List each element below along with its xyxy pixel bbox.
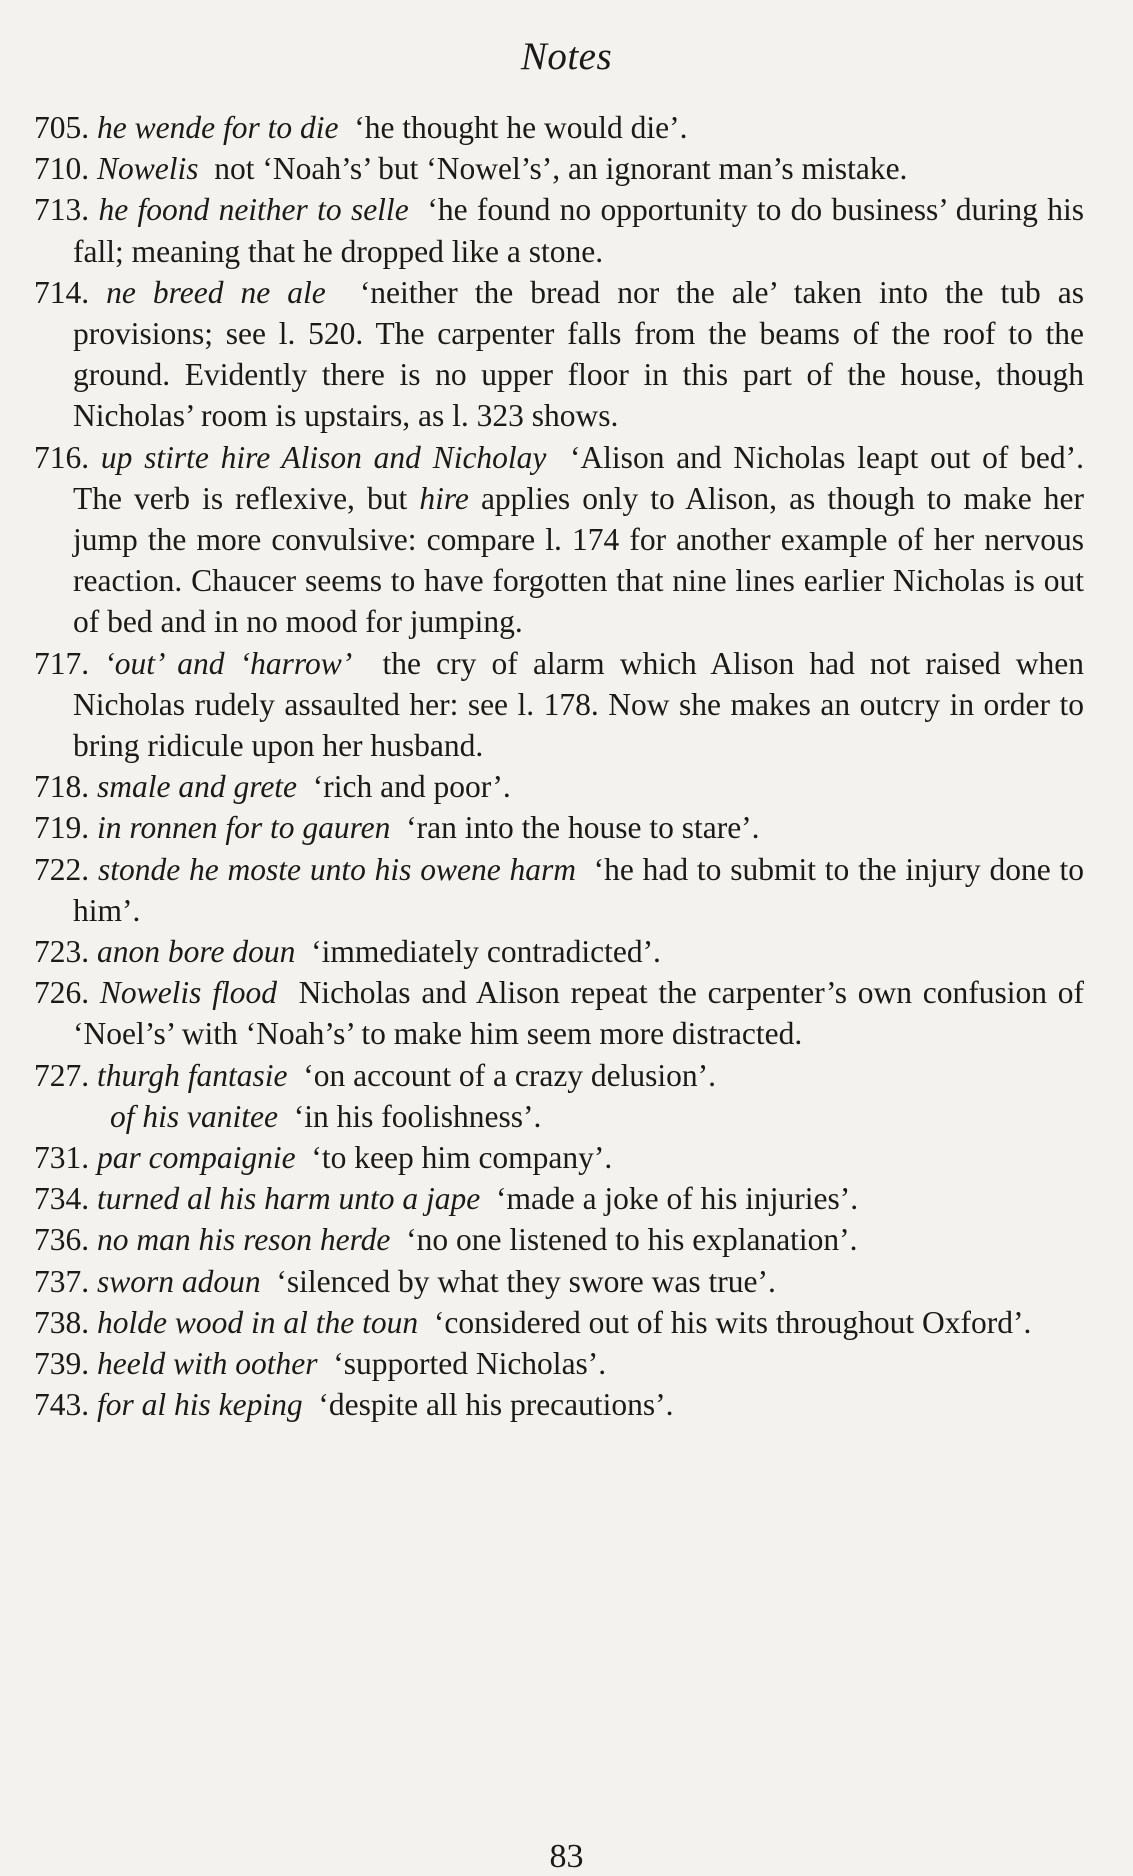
line-number: 713. [34, 192, 90, 228]
note-entry [34, 1137, 1084, 1178]
note-entry [34, 437, 1084, 643]
gloss: ‘he thought he would die’. [354, 110, 688, 145]
note-entry [34, 849, 1084, 931]
lemma: heeld with oother [97, 1346, 318, 1382]
lemma: sworn adoun [97, 1263, 261, 1299]
gloss-italic-word: hire [419, 480, 469, 516]
lemma: par compaignie [97, 1140, 296, 1176]
gloss: applies only to Alison, as though to make her jump the more convulsive: compare l. 174 for another example of her nervous reaction. Chaucer seems to have forgotten that nine lines earlier Nicholas is out of bed and in no mood for jumping. [73, 480, 1084, 640]
gloss: not ‘Noah’s’ but ‘Nowel’s’, an ignorant man’s mistake. [214, 151, 908, 187]
page-number: 83 [549, 1838, 584, 1875]
gloss: ‘in his foolishness’. [293, 1098, 542, 1134]
note-entry [34, 148, 1084, 189]
gloss: ‘rich and poor’. [312, 769, 511, 805]
line-number: 743. [34, 1387, 90, 1423]
gloss: ‘ran into the house to stare’. [406, 810, 760, 846]
lemma: ‘out’ and ‘harrow’ [104, 645, 353, 681]
lemma: smale and grete [97, 769, 298, 805]
gloss: ‘made a joke of his injuries’. [496, 1181, 859, 1217]
gloss: ‘no one listened to his explanation’. [406, 1222, 858, 1258]
line-number: 738. [34, 1304, 90, 1340]
line-number: 714. [34, 274, 90, 310]
gloss: ‘on account of a crazy delusion’. [303, 1057, 717, 1093]
line-number: 705. [34, 110, 90, 145]
gloss: ‘despite all his precautions’. [318, 1387, 674, 1423]
lemma: he foond neither to selle [98, 192, 409, 228]
lemma: for al his keping [97, 1387, 303, 1423]
lemma: he wende for to die [97, 110, 339, 145]
note-entry [34, 107, 1084, 148]
gloss: the cry of alarm which Alison had not raised when Nicholas rudely assaulted her: see l. 178. Now she makes an outcry in order to bring ridicule upon her husband. [73, 645, 1085, 764]
lemma: Nowelis [97, 151, 199, 187]
running-head-title: Notes [520, 35, 613, 78]
line-number: 736. [34, 1222, 90, 1258]
note-entry [34, 1343, 1084, 1384]
lemma: of his vanitee [110, 1098, 278, 1134]
gloss: ‘considered out of his wits throughout Oxford’. [433, 1304, 1032, 1340]
note-entry [34, 189, 1084, 271]
lemma: anon bore doun [97, 934, 296, 970]
note-subentry [34, 1096, 1084, 1137]
line-number: 737. [34, 1263, 90, 1299]
line-number: 718. [34, 769, 90, 805]
line-number: 734. [34, 1181, 90, 1217]
note-entry [34, 972, 1084, 1054]
gloss: ‘supported Nicholas’. [333, 1346, 607, 1382]
gloss: ‘neither the bread nor the ale’ taken into the tub as provisions; see l. 520. The carpenter falls from the beams of the roof to the ground. Evidently there is no upper floor in this part of the house, though Nicholas’ room is upstairs, as l. 323 shows. [73, 274, 1085, 434]
line-number: 719. [34, 810, 90, 846]
line-number: 739. [34, 1346, 90, 1382]
line-number: 723. [34, 934, 90, 970]
notes-list [34, 107, 1084, 1426]
note-entry [34, 1178, 1084, 1219]
note-entry [34, 1302, 1084, 1343]
lemma: no man his reson herde [97, 1222, 391, 1258]
note-entry [34, 1384, 1084, 1425]
gloss: Nicholas and Alison repeat the carpenter’s own confusion of ‘Noel’s’ with ‘Noah’s’ to make him seem more distracted. [73, 975, 1085, 1052]
line-number: 722. [34, 851, 90, 887]
lemma: stonde he moste unto his owene harm [97, 851, 576, 887]
line-number: 727. [34, 1057, 90, 1093]
lemma: holde wood in al the toun [97, 1304, 419, 1340]
note-entry [34, 272, 1084, 437]
lemma: thurgh fantasie [97, 1057, 288, 1093]
lemma: turned al his harm unto a jape [97, 1181, 481, 1217]
line-number: 716. [34, 439, 90, 475]
gloss: ‘he found no opportunity to do business’ during his fall; meaning that he dropped like a stone. [73, 192, 1085, 269]
note-entry [34, 931, 1084, 972]
note-entry [34, 1261, 1084, 1302]
gloss: ‘to keep him company’. [311, 1140, 613, 1176]
note-entry [34, 807, 1084, 848]
lemma: up stirte hire Alison and Nicholay [100, 439, 547, 475]
line-number: 731. [34, 1140, 90, 1176]
gloss: ‘immediately contradicted’. [311, 934, 661, 970]
line-number: 717. [34, 645, 90, 681]
gloss: ‘he had to submit to the injury done to him’. [73, 851, 1084, 928]
lemma: in ronnen for to gauren [97, 810, 391, 846]
line-number: 726. [34, 975, 90, 1011]
lemma: Nowelis flood [99, 975, 277, 1011]
note-entry [34, 766, 1084, 807]
note-entry [34, 643, 1084, 767]
lemma: ne breed ne ale [106, 274, 326, 310]
note-entry [34, 1055, 1084, 1096]
gloss: ‘Alison and Nicholas leapt out of bed’. The verb is reflexive, but [73, 439, 1084, 516]
line-number: 710. [34, 151, 90, 187]
note-entry [34, 1219, 1084, 1260]
gloss: ‘silenced by what they swore was true’. [276, 1263, 776, 1299]
